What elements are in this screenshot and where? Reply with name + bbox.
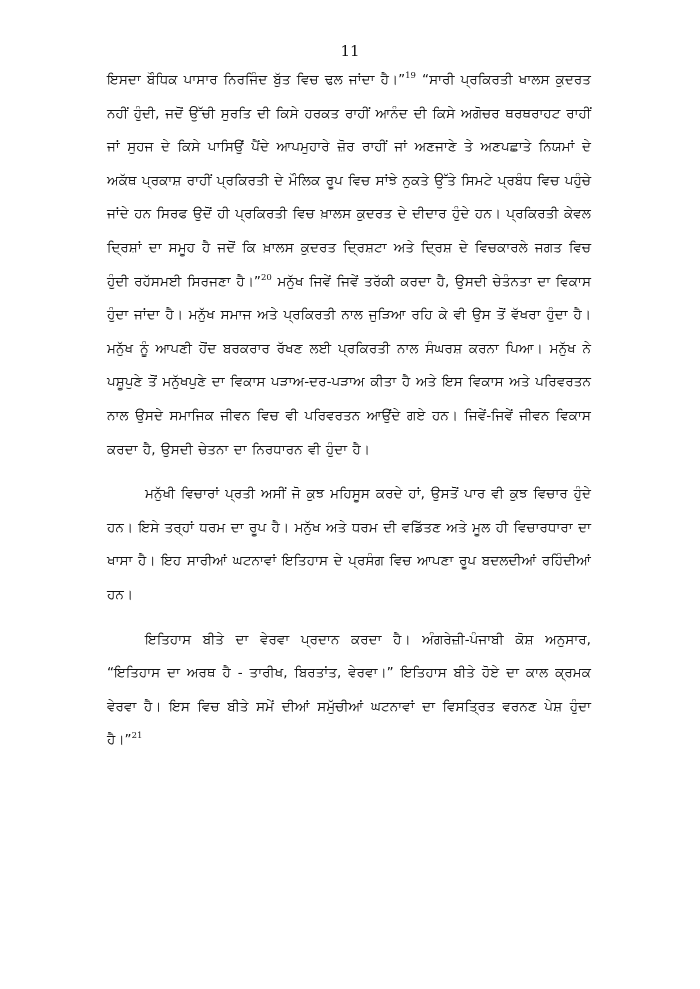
footnote-marker-19: 19 (405, 71, 416, 81)
text-segment: ਇਸਦਾ ਬੌਧਿਕ ਪਾਸਾਰ ਨਿਰਜਿੰਦ ਬੁੱਤ ਵਿਚ ਢਲ ਜਾਂਦਾ ਹੈ।” (107, 72, 406, 88)
footnote-marker-21: 21 (131, 731, 143, 742)
paragraph-3 (107, 624, 591, 758)
text-segment: “ਸਾਰੀ ਪ੍ਰਕਿਰਤੀ ਖਾਲਸ ਕੁਦਰਤ ਨਹੀਂ ਹੁੰਦੀ, ਜਦੋਂ ਉੱਚੀ ਸੁਰਤਿ ਦੀ ਕਿਸੇ ਹਰਕਤ ਰਾਹੀਂ ਆਨੰਦ ਦੀ ਕਿਸੇ ਅਗੋਚਰ ਥਰਥਰਾਹਟ ਰਾਹੀਂ ਜਾਂ ਸੁਹਜ ਦੇ ਕਿਸੇ ਪਾਸਿਉਂ ਪੈਂਦੇ ਆਪਮੁਹਾਰੇ ਜ਼ੋਰ ਰਾਹੀਂ ਜਾਂ ਅਣਜਾਣੇ ਤੇ ਅਣਪਛਾਤੇ ਨਿਯਮਾਂ ਦੇ ਅਕੱਥ ਪ੍ਰਕਾਸ਼ ਰਾਹੀਂ ਪ੍ਰਕਿਰਤੀ ਦੇ ਮੌਲਿਕ ਰੂਪ ਵਿਚ ਸਾਂਝੇ ਨੁਕਤੇ ਉੱਤੇ ਸਿਮਟੇ ਪ੍ਰਬੰਧ ਵਿਚ ਪਹੁੰਚੇ ਜਾਂਦੇ ਹਨ ਸਿਰਫ ਉਦੋਂ ਹੀ ਪ੍ਰਕਿਰਤੀ ਵਿਚ ਖ਼ਾਲਸ ਕੁਦਰਤ ਦੇ ਦੀਦਾਰ ਹੁੰਦੇ ਹਨ। ਪ੍ਰਕਿਰਤੀ ਕੇਵਲ ਦ੍ਰਿਸ਼ਾਂ ਦਾ ਸਮੂਹ ਹੈ ਜਦੋਂ ਕਿ ਖ਼ਾਲਸ ਕੁਦਰਤ ਦ੍ਰਿਸ਼ਟਾ ਅਤੇ ਦ੍ਰਿਸ਼ ਦੇ ਵਿਚਕਾਰਲੇ ਜਗਤ ਵਿਚ ਹੁੰਦੀ ਰਹੱਸਮਈ ਸਿਰਜਣਾ ਹੈ।” (107, 72, 592, 290)
paragraph-2 (107, 478, 591, 612)
text-segment: ਮਨੁੱਖੀ ਵਿਚਾਰਾਂ ਪ੍ਰਤੀ ਅਸੀਂ ਜੋ ਕੁਝ ਮਹਿਸੂਸ ਕਰਦੇ ਹਾਂ, ਉਸਤੋਂ ਪਾਰ ਵੀ ਕੁਝ ਵਿਚਾਰ ਹੁੰਦੇ ਹਨ। ਇਸੇ ਤਰ੍ਹਾਂ ਧਰਮ ਦਾ ਰੂਪ ਹੈ। ਮਨੁੱਖ ਅਤੇ ਧਰਮ ਦੀ ਵਡਿੱਤਣ ਅਤੇ ਮੂਲ ਹੀ ਵਿਚਾਰਧਾਰਾ ਦਾ ਖਾਸਾ ਹੈ। ਇਹ ਸਾਰੀਆਂ ਘਟਨਾਵਾਂ ਇਤਿਹਾਸ ਦੇ ਪ੍ਰਸੰਗ ਵਿਚ ਆਪਣਾ ਰੂਪ ਬਦਲਦੀਆਂ ਰਹਿੰਦੀਆਂ ਹਨ। (107, 486, 591, 603)
text-segment: ਮਨੁੱਖ ਜਿਵੇਂ ਜਿਵੇਂ ਤਰੱਕੀ ਕਰਦਾ ਹੈ, ਉਸਦੀ ਚੇਤੰਨਤਾ ਦਾ ਵਿਕਾਸ ਹੁੰਦਾ ਜਾਂਦਾ ਹੈ। ਮਨੁੱਖ ਸਮਾਜ ਅਤੇ ਪ੍ਰਕਿਰਤੀ ਨਾਲ ਜੁੜਿਆ ਰਹਿ ਕੇ ਵੀ ਉਸ ਤੋਂ ਵੱਖਰਾ ਹੁੰਦਾ ਹੈ। ਮਨੁੱਖ ਨੂੰ ਆਪਣੀ ਹੋਂਦ ਬਰਕਰਾਰ ਰੱਖਣ ਲਈ ਪ੍ਰਕਿਰਤੀ ਨਾਲ ਸੰਘਰਸ਼ ਕਰਨਾ ਪਿਆ। ਮਨੁੱਖ ਨੇ ਪਸ਼ੂਪੁਣੇ ਤੋਂ ਮਨੁੱਖਪੁਣੇ ਦਾ ਵਿਕਾਸ ਪੜਾਅ-ਦਰ-ਪੜਾਅ ਕੀਤਾ ਹੈ ਅਤੇ ਇਸ ਵਿਕਾਸ ਅਤੇ ਪਰਿਵਰਤਨ ਨਾਲ ਉਸਦੇ ਸਮਾਜਿਕ ਜੀਵਨ ਵਿਚ ਵੀ ਪਰਿਵਰਤਨ ਆਉਂਦੇ ਗਏ ਹਨ। ਜਿਵੇਂ-ਜਿਵੇਂ ਜੀਵਨ ਵਿਕਾਸ ਕਰਦਾ ਹੈ, ਉਸਦੀ ਚੇਤਨਾ ਦਾ ਨਿਰਧਾਰਨ ਵੀ ਹੁੰਦਾ ਹੈ। (107, 273, 591, 458)
body-text (107, 64, 591, 758)
text-segment: ਇਤਿਹਾਸ ਬੀਤੇ ਦਾ ਵੇਰਵਾ ਪ੍ਰਦਾਨ ਕਰਦਾ ਹੈ। ਅੰਗਰੇਜ਼ੀ-ਪੰਜਾਬੀ ਕੋਸ਼ ਅਨੁਸਾਰ, “ਇਤਿਹਾਸ ਦਾ ਅਰਥ ਹੈ - ਤਾਰੀਖ, ਬਿਰਤਾਂਤ, ਵੇਰਵਾ।” ਇਤਿਹਾਸ ਬੀਤੇ ਹੋਏ ਦਾ ਕਾਲ ਕ੍ਰਮਕ ਵੇਰਵਾ ਹੈ। ਇਸ ਵਿਚ ਬੀਤੇ ਸਮੇਂ ਦੀਆਂ ਸਮੁੱਚੀਆਂ ਘਟਨਾਵਾਂ ਦਾ ਵਿਸਤ੍ਰਿਤ ਵਰਨਣ ਪੇਸ਼ ਹੁੰਦਾ ਹੈ।” (107, 631, 591, 749)
footnote-marker-20: 20 (260, 272, 272, 283)
page-number: 11 (340, 42, 360, 60)
paragraph-1 (107, 64, 591, 467)
